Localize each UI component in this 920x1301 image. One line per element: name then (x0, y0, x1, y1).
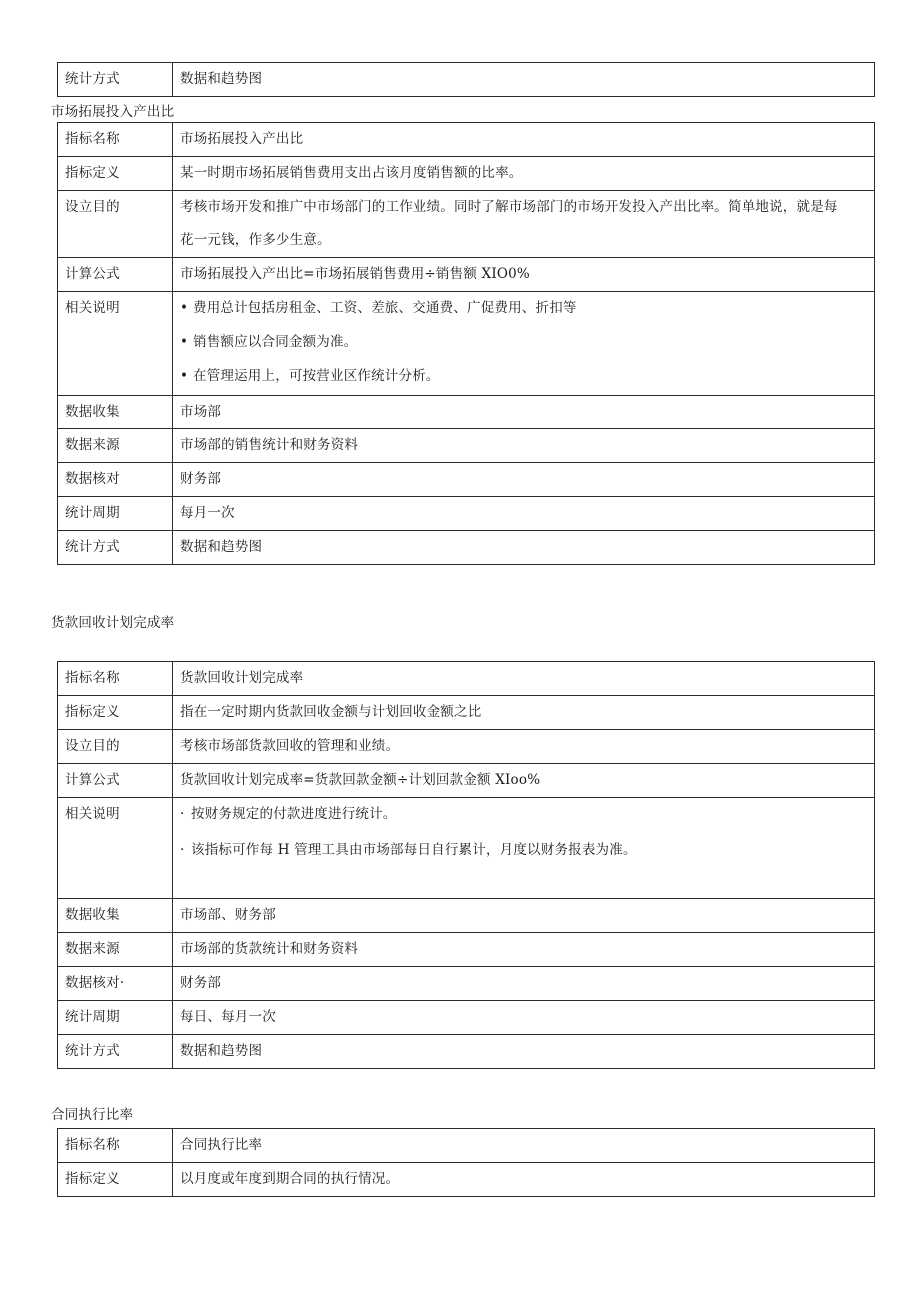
table-row (58, 257, 875, 291)
row-value: 市场部、财务部 (173, 899, 875, 933)
row-label: 数据核对 (58, 463, 173, 497)
spacer (57, 565, 846, 613)
row-label: 数据收集 (58, 899, 173, 933)
section-heading-2: 货款回收计划完成率 (51, 615, 175, 632)
notes-list (180, 298, 868, 387)
bullet-icon: · (180, 806, 185, 823)
list-item (180, 298, 868, 318)
table-row (58, 531, 875, 565)
notes-list (180, 804, 868, 861)
row-value: 市场部的销售统计和财务资料 (173, 429, 875, 463)
row-label: 指标定义 (58, 1162, 173, 1196)
row-label: 数据收集 (58, 395, 173, 429)
table-row (58, 291, 875, 395)
row-label: 指标名称 (58, 662, 173, 696)
row-value: 以月度或年度到期合同的执行情况。 (173, 1162, 875, 1196)
bullet-icon: · (180, 842, 185, 859)
table-row (58, 191, 875, 258)
spacer (57, 1069, 846, 1105)
list-item-text: 销售额应以合同金额为准。 (193, 334, 358, 351)
row-label: 相关说明 (58, 798, 173, 899)
row-label: 计算公式 (58, 257, 173, 291)
table-row (58, 1128, 875, 1162)
row-label: 统计方式 (58, 1034, 173, 1068)
row-value-formula: 货款回收计划完成率=货款回款金额÷计划回款金额 XIoo% (173, 764, 875, 798)
row-value: 数据和趋势图 (173, 1034, 875, 1068)
indicator-table-3 (57, 1128, 875, 1197)
list-item (180, 804, 868, 824)
list-item (180, 840, 868, 860)
page-content (51, 62, 846, 1197)
row-label: 统计方式 (58, 531, 173, 565)
row-value: 财务部 (173, 966, 875, 1000)
bullet-icon: • (180, 299, 189, 316)
table-row (58, 463, 875, 497)
row-label: 相关说明 (58, 291, 173, 395)
indicator-table-2 (57, 661, 875, 1068)
indicator-table-1 (57, 122, 875, 565)
row-value: 合同执行比率 (173, 1128, 875, 1162)
bullet-icon: • (180, 368, 189, 385)
row-value: 市场部 (173, 395, 875, 429)
row-value: 某一时期市场拓展销售费用支出占该月度销售额的比率。 (173, 157, 875, 191)
row-value: 数据和趋势图 (173, 531, 875, 565)
section-heading-1: 市场拓展投入产出比 (51, 103, 175, 120)
table-row (58, 395, 875, 429)
section-heading-3: 合同执行比率 (51, 1106, 134, 1123)
row-label: 统计周期 (58, 1000, 173, 1034)
row-label: 计算公式 (58, 764, 173, 798)
row-label: 指标定义 (58, 157, 173, 191)
list-item-text: 该指标可作每 H 管理工具由市场部每日自行累计，月度以财务报表为准。 (191, 842, 637, 859)
table-row (58, 696, 875, 730)
list-item (180, 332, 868, 352)
row-value: 货款回收计划完成率 (173, 662, 875, 696)
row-value: 财务部 (173, 463, 875, 497)
list-item-text: 按财务规定的付款进度进行统计。 (191, 806, 397, 823)
table-row (58, 157, 875, 191)
table-row (58, 899, 875, 933)
list-item (180, 366, 868, 386)
row-value: 数据和趋势图 (173, 63, 875, 97)
row-value: 每月一次 (173, 497, 875, 531)
table-row (58, 429, 875, 463)
spacer (57, 633, 846, 661)
list-item-text: 在管理运用上，可按营业区作统计分析。 (193, 368, 440, 385)
table-row (58, 63, 875, 97)
carryover-table (57, 62, 875, 97)
row-value-formula: 市场拓展投入产出比=市场拓展销售费用÷销售额 XIO0% (173, 257, 875, 291)
table-row (58, 123, 875, 157)
table-row (58, 1162, 875, 1196)
row-value: 考核市场部货款回收的管理和业绩。 (173, 730, 875, 764)
table-row (58, 730, 875, 764)
row-value-notes (173, 291, 875, 395)
table-row (58, 966, 875, 1000)
row-value: 每日、每月一次 (173, 1000, 875, 1034)
text-line: 考核市场开发和推广中市场部门的工作业绩。同时了解市场部门的市场开发投入产出比率。简单地说，就是每 (180, 199, 838, 216)
table-row (58, 933, 875, 967)
row-label: 指标名称 (58, 123, 173, 157)
row-label: 数据来源 (58, 429, 173, 463)
row-label: 数据核对· (58, 966, 173, 1000)
row-label: 统计方式 (58, 63, 173, 97)
row-label: 指标定义 (58, 696, 173, 730)
table-row (58, 764, 875, 798)
table-row (58, 1034, 875, 1068)
row-value: 市场部的货款统计和财务资料 (173, 933, 875, 967)
row-value (173, 191, 875, 258)
table-row (58, 497, 875, 531)
table-row (58, 798, 875, 899)
row-value: 指在一定时期内货款回收金额与计划回收金额之比 (173, 696, 875, 730)
row-label: 指标名称 (58, 1128, 173, 1162)
row-label: 设立目的 (58, 730, 173, 764)
row-value-notes (173, 798, 875, 899)
list-item-text: 费用总计包括房租金、工资、差旅、交通费、广促费用、折扣等 (193, 299, 577, 316)
row-label: 数据来源 (58, 933, 173, 967)
bullet-icon: • (180, 334, 189, 351)
row-label: 统计周期 (58, 497, 173, 531)
row-label: 设立目的 (58, 191, 173, 258)
text-line: 花一元钱，作多少生意。 (180, 231, 331, 248)
table-row (58, 662, 875, 696)
table-row (58, 1000, 875, 1034)
row-value: 市场拓展投入产出比 (173, 123, 875, 157)
